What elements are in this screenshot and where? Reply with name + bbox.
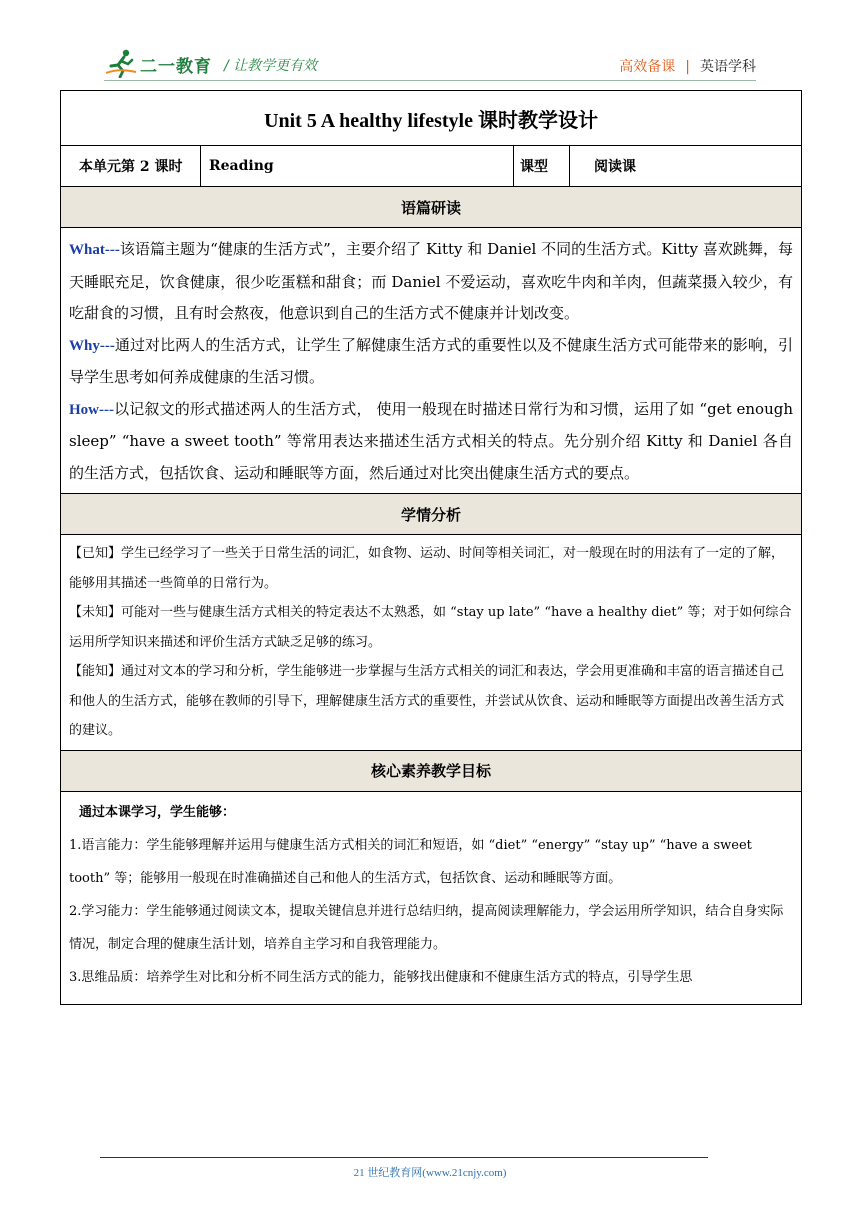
lesson-plan-table: [60, 90, 802, 1005]
goals-lead: 通过本课学习，学生能够：: [79, 804, 236, 820]
goal-language: 1.语言能力：学生能够理解并运用与健康生活方式相关的词汇和短语，如 “diet” “energy” “stay up” “have a sweet tooth” 等；能够用一般现在时准确描述自己和他人的生活方式，包括饮食、运动和睡眠等方面。: [69, 837, 752, 886]
known-paragraph: 【已知】学生已经学习了一些关于日常生活的词汇，如食物、运动、时间等相关词汇，对一般现在时的用法有了一定的了解，能够用其描述一些简单的日常行为。: [69, 546, 785, 591]
period-label: 本单元第 2 课时: [61, 146, 201, 187]
why-text: 通过对比两人的生活方式，让学生了解健康生活方式的重要性以及不健康生活方式可能带来的影响，引导学生思考如何养成健康的生活习惯。: [69, 335, 794, 386]
header-separator: |: [685, 59, 690, 75]
document-title: Unit 5 A healthy lifestyle 课时教学设计: [61, 91, 802, 146]
how-text: 以记叙文的形式描述两人的生活方式， 使用一般现在时描述日常行为和习惯，运用了如 “get enough sleep” “have a sweet tooth” 等常用表达来描述生活方式相关的特点。先分别介绍 Kitty 和 Daniel 各自的生活方式，包括饮食、运动和睡眠等方面，然后通过对比突出健康生活方式的要点。: [69, 399, 794, 482]
section-heading-teaching-goals: 核心素养教学目标: [61, 750, 802, 791]
section-heading-text-analysis: 语篇研读: [61, 187, 802, 228]
header-category: 高效备课: [619, 59, 676, 75]
how-paragraph: [69, 394, 793, 490]
able-paragraph: 【能知】通过对文本的学习和分析，学生能够进一步掌握与生活方式相关的词汇和表达，学会用更准确和丰富的语言描述自己和他人的生活方式，能够在教师的引导下，理解健康生活方式的重要性，并尝试从饮食、运动和睡眠等方面提出改善生活方式的建议。: [69, 664, 785, 738]
page-header: [0, 0, 860, 80]
header-divider: [104, 80, 756, 81]
period-value: Reading: [201, 146, 514, 187]
why-paragraph: [69, 330, 793, 394]
goal-learning: 2.学习能力：学生能够通过阅读文本，提取关键信息并进行总结归纳，提高阅读理解能力，学会运用所学知识，结合自身实际情况，制定合理的健康生活计划，培养自主学习和自我管理能力。: [69, 903, 784, 952]
text-analysis-content: [61, 228, 802, 494]
how-label: How---: [69, 401, 114, 418]
lesson-type-value: 阅读课: [570, 146, 802, 187]
header-subject: [619, 56, 756, 76]
what-paragraph: [69, 234, 793, 330]
what-text: 该语篇主题为“健康的生活方式”，主要介绍了 Kitty 和 Daniel 不同的生活方式。Kitty 喜欢跳舞，每天睡眠充足，饮食健康，很少吃蛋糕和甜食；而 Daniel 不爱运动，喜欢吃牛肉和羊肉，但蔬菜摄入较少，有吃甜食的习惯，且有时会熬夜，他意识到自己的生活方式不健康并计划改变。: [69, 240, 794, 322]
goal-thinking: 3.思维品质：培养学生对比和分析不同生活方式的能力，能够找出健康和不健康生活方式的特点，引导学生思: [69, 969, 693, 985]
section-heading-student-analysis: 学情分析: [61, 494, 802, 535]
slogan: / 让教学更有效: [224, 58, 318, 74]
footer-source: 21 世纪教育网(www.21cnjy.com): [353, 1167, 507, 1179]
logo-text: 二一教育: [140, 57, 212, 77]
student-analysis-content: [61, 535, 802, 751]
footer-divider: [100, 1157, 708, 1158]
lesson-type-label: 课型: [514, 146, 570, 187]
unknown-paragraph: 【未知】可能对一些与健康生活方式相关的特定表达不太熟悉，如 “stay up late” “have a healthy diet” 等；对于如何综合运用所学知识来描述和评价生活方式缺乏足够的练习。: [69, 605, 792, 650]
running-man-logo-icon: [104, 48, 138, 78]
what-label: What---: [69, 242, 120, 258]
header-subject-label: 英语学科: [700, 59, 756, 75]
teaching-goals-content: [61, 791, 802, 1004]
why-label: Why---: [69, 337, 115, 354]
